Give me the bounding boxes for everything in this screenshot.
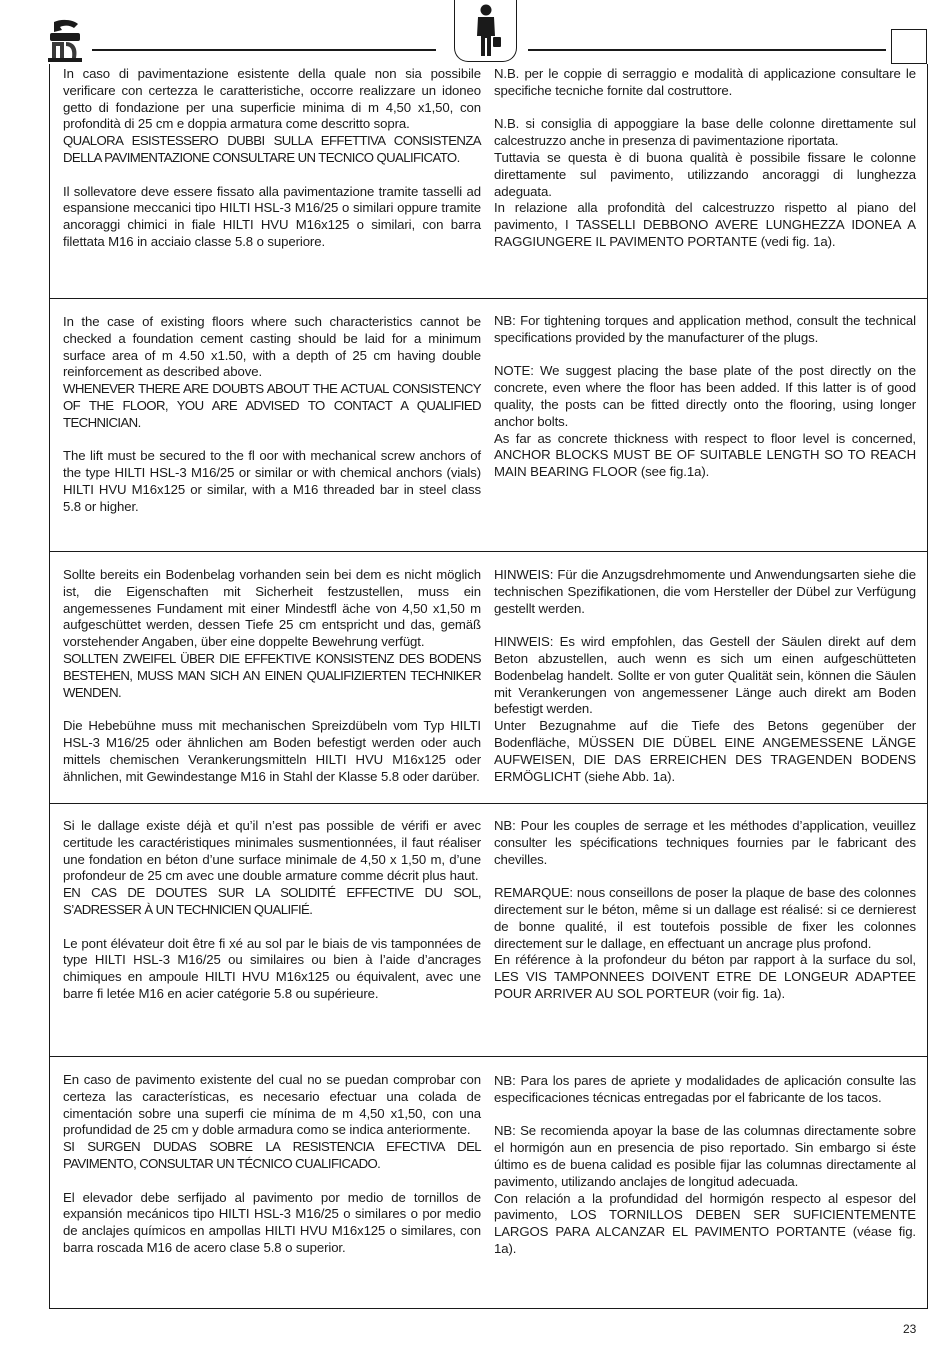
paragraph: Die Hebebühne muss mit mechanischen Spreizdübeln vom Typ HILTI HSL-3 M16/25 oder ähnlichen am Boden befestigt werden oder auch mittels chemischen Verankerungsmitteln HILTI HVU M16x125 oder ähnlichen, mit Gewindestange M16 in Stahl der Klasse 5.8 oder darüber. <box>63 718 481 784</box>
paragraph: In caso di pavimentazione esistente della quale non sia possibile verificare con certezza le caratteristiche, occorre realizzare un idoneo getto di fondazione per una superficie minima di m 4,50 x1,50, con profondità di 25 cm e doppia armatura come descritto sopra. <box>63 66 481 132</box>
paragraph: Con relación a la profundidad del hormigón respecto al espesor del pavimento, LOS TORNILLOS DEBEN SER SUFICIENTEMENTE LARGOS PARA ALCANZAR EL PAVIMENTO PORTANTE (véase fig. 1a). <box>494 1190 916 1256</box>
section-fr-left-column <box>63 818 481 1003</box>
section-de-right-column <box>494 567 916 785</box>
person-with-briefcase-icon <box>469 4 503 58</box>
page-number: 23 <box>903 1322 917 1336</box>
section-divider <box>49 803 928 804</box>
paragraph: N.B. per le coppie di serraggio e modalità di applicazione consultare le specifiche tecniche fornite dal costruttore. <box>494 66 916 98</box>
paragraph: The lift must be secured to the fl oor with mechanical screw anchors of the type HILTI HSL-3 M16/25 or similar or with chemical anchors (vials) HILTI HVU M16x125 or similar, with a M16 threaded bar in steel class 5.8 or higher. <box>63 448 481 514</box>
section-fr-right-column <box>494 818 916 1003</box>
warning-paragraph: EN CAS DE DOUTES SUR LA SOLIDITÉ EFFECTIVE DU SOL, S’ADRESSER À UN TECHNICIEN QUALIFIÉ. <box>63 885 481 917</box>
section-en-left-column <box>63 314 481 516</box>
brand-logo-icon <box>44 18 86 64</box>
paragraph: HINWEIS: Für die Anzugsdrehmomente und Anwendungsarten siehe die technischen Spezifikationen, die vom Hersteller der Dübel zur Verfügung gestellt werden. <box>494 567 916 616</box>
frame-right-border <box>927 64 928 1309</box>
paragraph: NOTE: We suggest placing the base plate of the post directly on the concrete, even where the floor has been added. If this latter is of good quality, the posts can be fitted directly onto the flooring, using longer anchor bolts. <box>494 363 916 429</box>
section-divider <box>49 298 928 299</box>
frame-left-border <box>49 64 50 1309</box>
paragraph: NB: For tightening torques and application method, consult the technical specifications provided by the manufacturer of the plugs. <box>494 313 916 345</box>
paragraph: Si le dallage existe déjà et qu’il n’est pas possible de vérifi er avec certitude les caractéristiques minimales susmentionnées, il faut réaliser une fondation en béton d’une surface minimale de 4,50 x 1,50 m, d’une profondeur de 25 cm avec une double armature comme décrit plus haut. <box>63 818 481 884</box>
paragraph: Il sollevatore deve essere fissato alla pavimentazione tramite tasselli ad espansione meccanici tipo HILTI HSL-3 M16/25 o similari oppure tramite ancoraggi chimici in fiale HILTI HVU M16x125 o similari, con barra filettata M16 in acciaio classe 5.8 o superiore. <box>63 183 481 249</box>
section-en-right-column <box>494 313 916 481</box>
paragraph: REMARQUE: nous conseillons de poser la plaque de base des colonnes directement sur le béton, même si un dallage est réalisé: si ce dernierest de bonne qualité, il est toutefois possible de fixer les colonnes directement sur le dallage, en effectuant un ancrage plus profond. <box>494 885 916 951</box>
section-es-left-column <box>63 1072 481 1257</box>
paragraph: En référence à la profondeur du béton par rapport à la surface du sol, LES VIS TAMPONNEES DOIVENT ETRE DE LONGEUR ADAPTEE POUR ARRIVER AU SOL PORTEUR (voir fig. 1a). <box>494 952 916 1001</box>
paragraph: El elevador debe serfijado al pavimento por medio de tornillos de expansión mecánicos tipo HILTI HSL-3 M16/25 o similares o por medio de anclajes químicos en ampollas HILTI HVU M16x125 o similares, con barra roscada M16 de acero clase 5.8 o superior. <box>63 1189 481 1255</box>
paragraph: Tuttavia se questa è di buona qualità è possibile fissare le colonne direttamente sul pavimento, utilizzando ancoraggi di lunghezza adeguata. <box>494 149 916 199</box>
header-rule-right <box>528 49 886 51</box>
section-divider <box>49 551 928 552</box>
paragraph: N.B. si consiglia di appoggiare la base delle colonne direttamente sul calcestruzzo anche in presenza di pavimentazione riportata. <box>494 116 916 149</box>
warning-paragraph: SI SURGEN DUDAS SOBRE LA RESISTENCIA EFECTIVA DEL PAVIMENTO, CONSULTAR UN TÉCNICO CUALIFICADO. <box>63 1139 481 1171</box>
paragraph: En caso de pavimento existente del cual no se puedan comprobar con certeza las características, es necesario efectuar una colada de cimentación sobre una superfi cie mínima de m 4,50 x1,50, con una profundidad de 25 cm y doble armadura como se indica anteriormente. <box>63 1072 481 1138</box>
warning-paragraph: QUALORA ESISTESSERO DUBBI SULLA EFFETTIVA CONSISTENZA DELLA PAVIMENTAZIONE CONSULTARE UN TECNICO QUALIFICATO. <box>63 133 481 165</box>
paragraph: As far as concrete thickness with respect to floor level is concerned, ANCHOR BLOCKS MUST BE OF SUITABLE LENGTH SO TO REACH MAIN BEARING FLOOR (see fig.1a). <box>494 430 916 480</box>
header-rule-left <box>92 49 436 51</box>
warning-paragraph: SOLLTEN ZWEIFEL ÜBER DIE EFFEKTIVE KONSISTENZ DES BODENS BESTEHEN, MUSS MAN SICH AN EINEN QUALIFIZIERTEN TECHNIKER WENDEN. <box>63 650 481 700</box>
operator-tab <box>454 0 517 62</box>
paragraph: Unter Bezugnahme auf die Tiefe des Betons gegenüber der Bodenfläche, MÜSSEN DIE DÜBEL EINE ANGEMESSENE LÄNGE AUFWEISEN, DIE DAS ERREICHEN DES TRAGENDEN BODENS ERMÖGLICHT (siehe Abb. 1a). <box>494 718 916 784</box>
paragraph: Le pont élévateur doit être fi xé au sol par le biais de vis tamponnées de type HILTI HSL-3 M16/25 ou similaires ou bien à l’aide d’ancrages chimiques en ampoule HILTI HVU M16x125 ou équivalent, avec une barre fi letée M16 en acier catégorie 5.8 ou supérieure. <box>63 935 481 1001</box>
paragraph: NB: Para los pares de apriete y modalidades de aplicación consulte las especificaciones técnicas entregadas por el fabricante de los tacos. <box>494 1073 916 1105</box>
paragraph: In relazione alla profondità del calcestruzzo rispetto al piano del pavimento, I TASSELLI DEBBONO AVERE LUNGHEZZA IDONEA A RAGGIUNGERE IL PAVIMENTO PORTANTE (vedi fig. 1a). <box>494 200 916 249</box>
section-it-right-column <box>494 66 916 251</box>
frame-bottom-border <box>49 1308 928 1309</box>
paragraph: NB: Se recomienda apoyar la base de las columnas directamente sobre el hormigón aun en presencia de piso reportado. Sin embargo si éste último es de buena calidad es posible fijar las columnas directamente al pavimento, utilizando anclajes de longitud adecuada. <box>494 1123 916 1189</box>
section-es-right-column <box>494 1073 916 1258</box>
paragraph: In the case of existing floors where such characteristics cannot be checked a foundation cement casting should be laid for a minimum surface area of m 4.50 x1.50, with a depth of 25 cm having double reinforcement as described above. <box>63 314 481 380</box>
warning-paragraph: WHENEVER THERE ARE DOUBTS ABOUT THE ACTUAL CONSISTENCY OF THE FLOOR, YOU ARE ADVISED TO CONTACT A QUALIFIED TECHNICIAN. <box>63 381 481 430</box>
header-empty-box <box>891 29 927 64</box>
paragraph: Sollte bereits ein Bodenbelag vorhanden sein bei dem es nicht möglich ist, die Eigenschaften mit Sicherheit festzustellen, muss ein angemessenes Fundament mit einer Mindestfl äche von 4,50 x1,50 m aufgeschüttet werden, dessen Tiefe 25 cm entspricht und das, gemäß vorstehender Angaben, über eine doppelte Bewehrung verfügt. <box>63 567 481 650</box>
section-it-left-column <box>63 66 481 251</box>
paragraph: HINWEIS: Es wird empfohlen, das Gestell der Säulen direkt auf dem Beton abzustellen, auch wenn es sich um einen aufgeschütteten Bodenbelag handelt. Sollte er von guter Qualität sein, können die Säulen mit Verankerungen von angemessener Länge auch direkt am Boden befestigt werden. <box>494 634 916 717</box>
section-divider <box>49 1056 928 1057</box>
paragraph: NB: Pour les couples de serrage et les méthodes d’application, veuillez consulter les spécifications techniques fournies par le fabricant des chevilles. <box>494 818 916 867</box>
section-de-left-column <box>63 567 481 785</box>
